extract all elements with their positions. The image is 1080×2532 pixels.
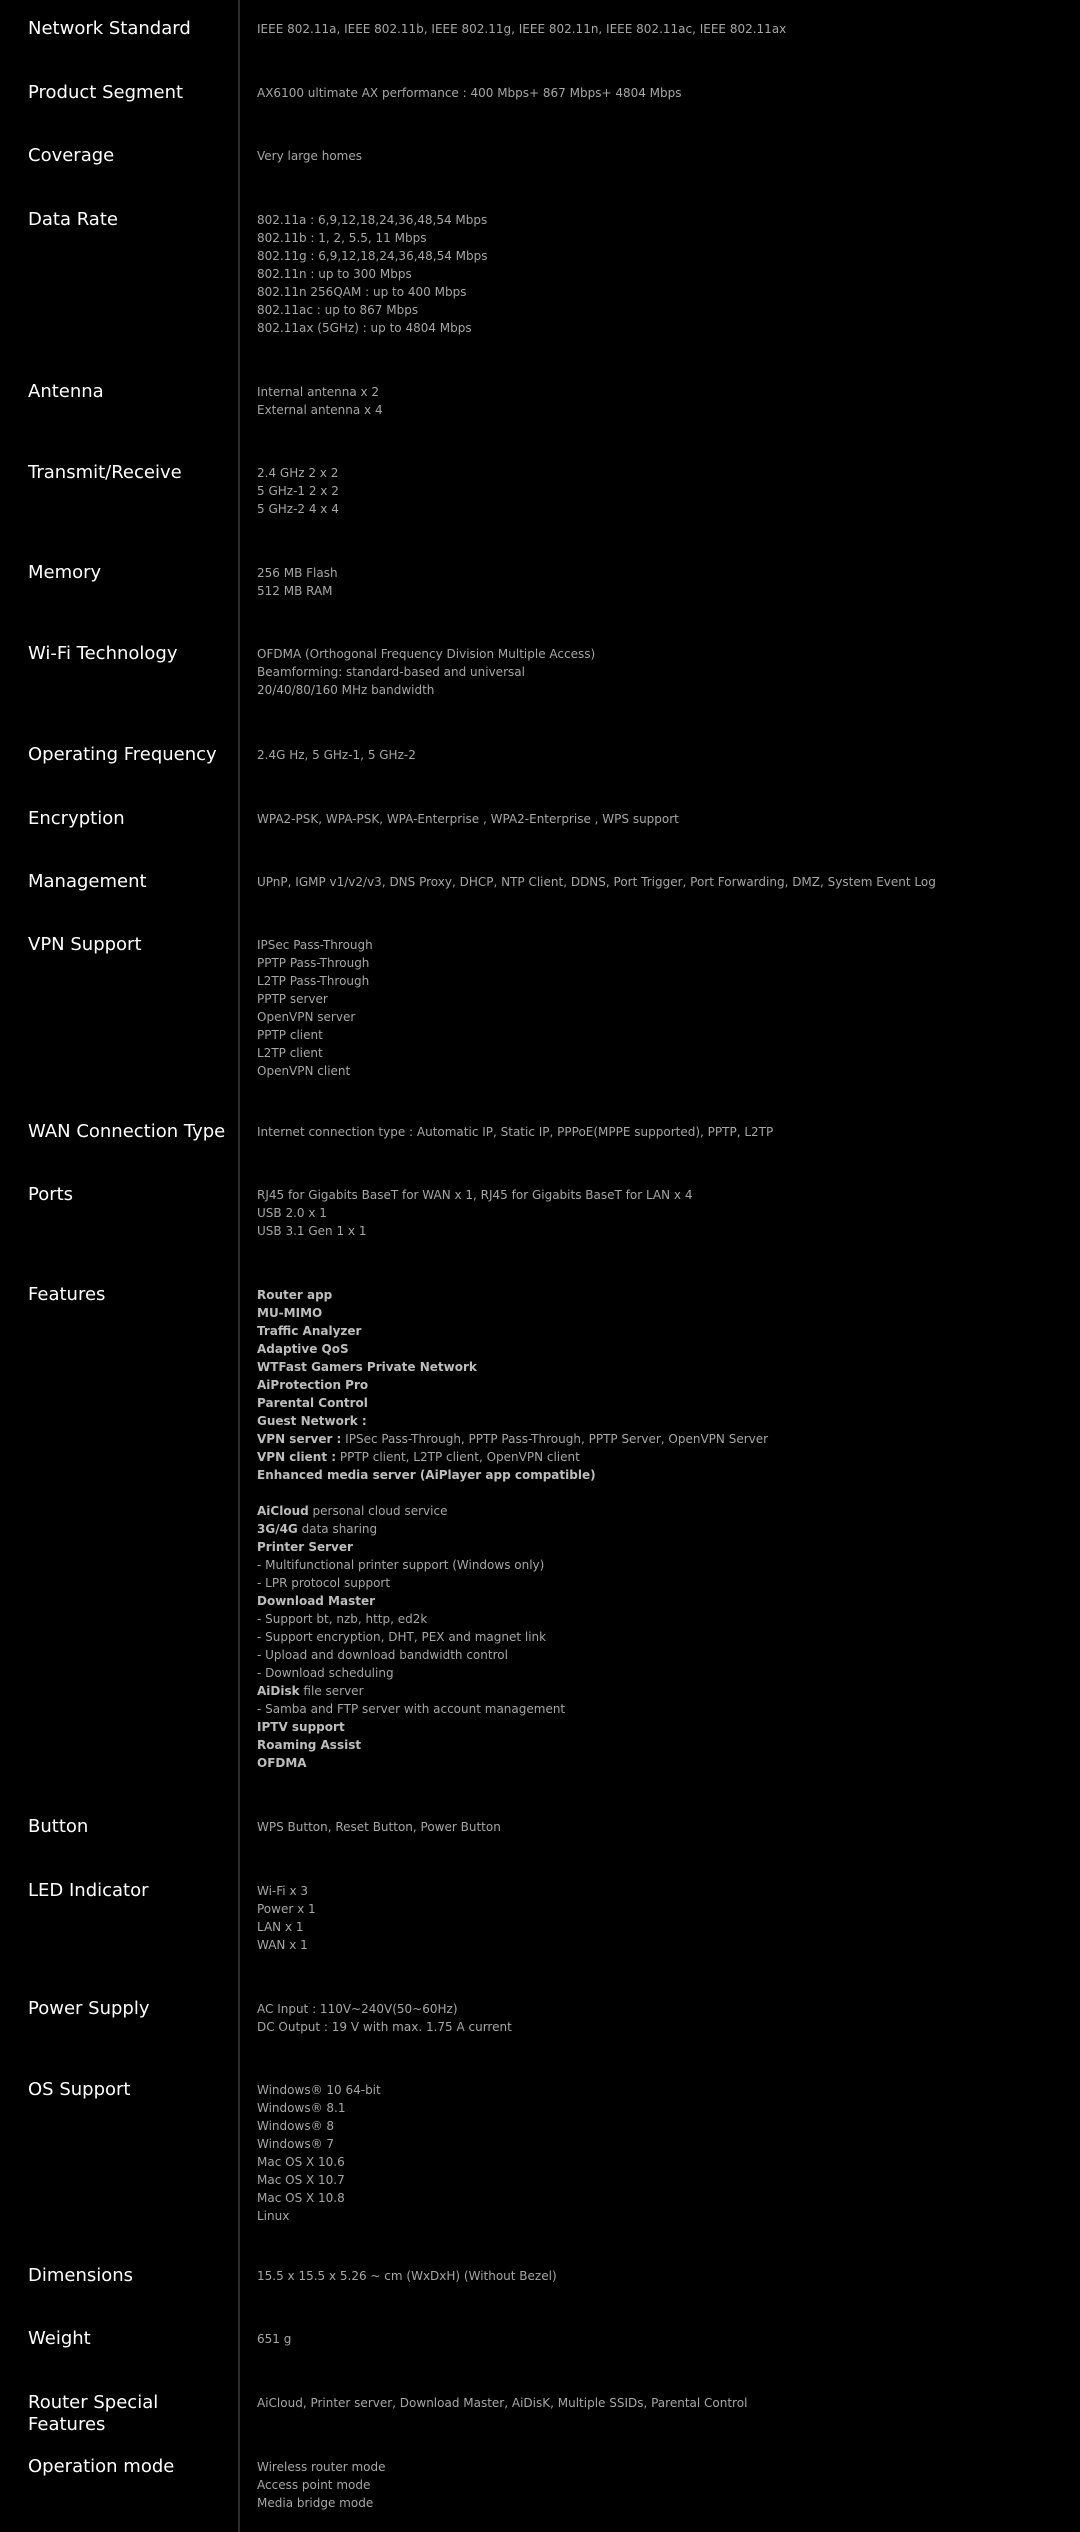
spec-value-text: OFDMA (Orthogonal Frequency Division Multiple Access): [257, 647, 596, 661]
spec-value-text: personal cloud service: [308, 1504, 448, 1518]
spec-value-bold: Router app: [257, 1288, 333, 1302]
spec-value-line: [257, 1466, 1057, 1484]
spec-value-text: AC Input : 110V~240V(50~60Hz): [257, 2002, 458, 2016]
spec-label: Management: [28, 871, 147, 892]
spec-value-line: [257, 564, 1057, 582]
spec-value-line: [257, 2099, 1057, 2117]
spec-label: Product Segment: [28, 82, 184, 103]
spec-value-text: Beamforming: standard-based and universal: [257, 665, 525, 679]
spec-value-line: [257, 972, 1057, 990]
spec-values: [257, 1818, 1057, 1836]
spec-value-text: LAN x 1: [257, 1920, 304, 1934]
spec-value-text: L2TP Pass-Through: [257, 974, 370, 988]
spec-value-line: [257, 1286, 1057, 1304]
spec-value-text: 15.5 x 15.5 x 5.26 ~ cm (WxDxH) (Without Bezel): [257, 2269, 557, 2283]
spec-label: Coverage: [28, 145, 115, 166]
spec-value-line: [257, 1376, 1057, 1394]
spec-values: [257, 2458, 1057, 2512]
spec-value-bold: AiProtection Pro: [257, 1378, 369, 1392]
spec-values: [257, 1186, 1057, 1240]
spec-value-line: [257, 301, 1057, 319]
spec-value-text: 651 g: [257, 2332, 292, 2346]
spec-value-line: [257, 1412, 1057, 1430]
spec-label: VPN Support: [28, 934, 142, 955]
spec-value-text: WPS Button, Reset Button, Power Button: [257, 1820, 501, 1834]
spec-value-line: [257, 1538, 1057, 1556]
spec-value-line: [257, 1936, 1057, 1954]
spec-value-text: OpenVPN client: [257, 1064, 351, 1078]
spec-value-line: [257, 1664, 1057, 1682]
spec-value-line: [257, 1340, 1057, 1358]
spec-value-text: External antenna x 4: [257, 403, 383, 417]
spec-label: LED Indicator: [28, 1880, 149, 1901]
spec-value-text: DC Output : 19 V with max. 1.75 A current: [257, 2020, 512, 2034]
spec-value-bold: Parental Control: [257, 1396, 368, 1410]
spec-value-line: [257, 2189, 1057, 2207]
spec-value-text: 2.4 GHz 2 x 2: [257, 466, 339, 480]
spec-value-line: [257, 663, 1057, 681]
spec-values: [257, 1882, 1057, 1954]
spec-value-line: [257, 1700, 1057, 1718]
spec-value-line: [257, 265, 1057, 283]
spec-value-text: Windows® 8.1: [257, 2101, 346, 2115]
spec-value-line: [257, 1222, 1057, 1240]
spec-label: Data Rate: [28, 209, 118, 230]
spec-values: [257, 383, 1057, 419]
spec-value-text: PPTP Pass-Through: [257, 956, 370, 970]
spec-label: Ports: [28, 1184, 74, 1205]
spec-values: [257, 1286, 1057, 1772]
spec-value-text: 802.11a : 6,9,12,18,24,36,48,54 Mbps: [257, 213, 488, 227]
spec-label: Network Standard: [28, 18, 191, 39]
spec-value-line: [257, 1358, 1057, 1376]
spec-value-text: data sharing: [297, 1522, 378, 1536]
spec-value-line: [257, 211, 1057, 229]
spec-value-text: USB 2.0 x 1: [257, 1206, 327, 1220]
spec-value-bold: Roaming Assist: [257, 1738, 362, 1752]
spec-value-text: - Support encryption, DHT, PEX and magnet link: [257, 1630, 547, 1644]
spec-value-line: [257, 147, 1057, 165]
spec-value-line: [257, 1682, 1057, 1700]
spec-value-text: USB 3.1 Gen 1 x 1: [257, 1224, 367, 1238]
spec-value-line: [257, 1044, 1057, 1062]
spec-value-bold: Traffic Analyzer: [257, 1324, 362, 1338]
spec-value-text: Windows® 10 64-bit: [257, 2083, 381, 2097]
spec-value-text: IPSec Pass-Through, PPTP Pass-Through, PPTP Server, OpenVPN Server: [341, 1432, 769, 1446]
spec-value-line: [257, 810, 1057, 828]
spec-value-text: PPTP client: [257, 1028, 323, 1042]
spec-value-bold: AiCloud: [257, 1504, 309, 1518]
spec-value-line: [257, 1204, 1057, 1222]
spec-value-line: [257, 401, 1057, 419]
spec-value-text: - LPR protocol support: [257, 1576, 391, 1590]
spec-value-bold: Printer Server: [257, 1540, 353, 1554]
spec-label: OS Support: [28, 2079, 131, 2100]
spec-values: [257, 810, 1057, 828]
spec-label: WAN Connection Type: [28, 1121, 226, 1142]
spec-value-line: [257, 247, 1057, 265]
spec-value-line: [257, 1882, 1057, 1900]
spec-value-text: 2.4G Hz, 5 GHz-1, 5 GHz-2: [257, 748, 416, 762]
spec-value-text: Windows® 8: [257, 2119, 335, 2133]
spec-value-text: Access point mode: [257, 2478, 371, 2492]
spec-value-text: IPSec Pass-Through: [257, 938, 373, 952]
spec-value-text: - Upload and download bandwidth control: [257, 1648, 508, 1662]
spec-value-line: [257, 1754, 1057, 1772]
spec-value-text: 802.11ax (5GHz) : up to 4804 Mbps: [257, 321, 472, 335]
spec-value-line: [257, 1123, 1057, 1141]
spec-values: [257, 2000, 1057, 2036]
spec-label: Router Special Features: [28, 2392, 159, 2435]
spec-value-line: [257, 1394, 1057, 1412]
spec-value-text: AX6100 ultimate AX performance : 400 Mbps+ 867 Mbps+ 4804 Mbps: [257, 86, 682, 100]
spec-value-line: [257, 1718, 1057, 1736]
spec-values: [257, 936, 1057, 1080]
spec-value-line: [257, 383, 1057, 401]
spec-value-text: file server: [299, 1684, 364, 1698]
spec-value-text: RJ45 for Gigabits BaseT for WAN x 1, RJ45 for Gigabits BaseT for LAN x 4: [257, 1188, 693, 1202]
spec-value-line: [257, 2494, 1057, 2512]
spec-value-line: [257, 1026, 1057, 1044]
spec-values: [257, 2081, 1057, 2225]
spec-label: Operation mode: [28, 2456, 175, 2477]
spec-values: [257, 211, 1057, 337]
spec-value-line: [257, 1062, 1057, 1080]
spec-values: [257, 2330, 1057, 2348]
spec-label: Power Supply: [28, 1998, 150, 2019]
spec-value-line: [257, 1646, 1057, 1664]
spec-value-text: PPTP server: [257, 992, 328, 1006]
spec-value-line: [257, 482, 1057, 500]
spec-value-bold: VPN server :: [257, 1432, 342, 1446]
spec-value-text: - Samba and FTP server with account management: [257, 1702, 566, 1716]
spec-value-bold: WTFast Gamers Private Network: [257, 1360, 477, 1374]
spec-value-line: [257, 464, 1057, 482]
spec-value-text: - Multifunctional printer support (Windows only): [257, 1558, 545, 1572]
spec-values: [257, 20, 1057, 38]
spec-value-text: WAN x 1: [257, 1938, 308, 1952]
spec-value-line: [257, 936, 1057, 954]
spec-value-text: 5 GHz-2 4 x 4: [257, 502, 339, 516]
spec-value-line: [257, 1556, 1057, 1574]
spec-value-line: [257, 990, 1057, 1008]
spec-label: Weight: [28, 2328, 91, 2349]
spec-value-line: [257, 746, 1057, 764]
spec-value-text: 256 MB Flash: [257, 566, 338, 580]
spec-value-text: 802.11n : up to 300 Mbps: [257, 267, 412, 281]
spec-value-line: [257, 84, 1057, 102]
spec-value-bold: Adaptive QoS: [257, 1342, 349, 1356]
spec-value-line: [257, 2117, 1057, 2135]
spec-value-text: 20/40/80/160 MHz bandwidth: [257, 683, 435, 697]
spec-value-text: Windows® 7: [257, 2137, 335, 2151]
spec-value-line: [257, 1574, 1057, 1592]
spec-value-line: [257, 283, 1057, 301]
spec-value-line: [257, 645, 1057, 663]
spec-value-text: Very large homes: [257, 149, 363, 163]
spec-value-text: 802.11ac : up to 867 Mbps: [257, 303, 419, 317]
spec-label: Features: [28, 1284, 106, 1305]
spec-value-bold: 3G/4G: [257, 1522, 298, 1536]
spec-value-text: Wireless router mode: [257, 2460, 386, 2474]
spec-value-text: 512 MB RAM: [257, 584, 333, 598]
spec-value-line: [257, 2394, 1057, 2412]
spec-value-line: [257, 1502, 1057, 1520]
spec-value-line: [257, 1592, 1057, 1610]
spec-values: [257, 2267, 1057, 2285]
spec-value-text: L2TP client: [257, 1046, 323, 1060]
column-divider: [238, 0, 240, 2532]
spec-value-line: [257, 1186, 1057, 1204]
spec-value-line: [257, 2153, 1057, 2171]
spec-value-line: [257, 1736, 1057, 1754]
spec-value-line: [257, 681, 1057, 699]
spec-value-line: [257, 1900, 1057, 1918]
spec-value-line: [257, 1520, 1057, 1538]
spec-value-line: [257, 1610, 1057, 1628]
spec-values: [257, 645, 1057, 699]
spec-value-bold: Enhanced media server (AiPlayer app compatible): [257, 1468, 596, 1482]
spec-value-bold: AiDisk: [257, 1684, 300, 1698]
spec-value-text: Mac OS X 10.6: [257, 2155, 345, 2169]
spec-value-line: [257, 1008, 1057, 1026]
spec-label: Memory: [28, 562, 102, 583]
spec-value-line: [257, 1448, 1057, 1466]
spec-value-text: Mac OS X 10.8: [257, 2191, 345, 2205]
spec-value-line: [257, 873, 1057, 891]
spec-value-bold: OFDMA: [257, 1756, 307, 1770]
spec-values: [257, 1123, 1057, 1141]
spec-value-bold: VPN client :: [257, 1450, 337, 1464]
spec-value-line: [257, 2476, 1057, 2494]
spec-value-line: [257, 954, 1057, 972]
spec-value-line: [257, 2330, 1057, 2348]
spec-value-text: - Download scheduling: [257, 1666, 394, 1680]
spec-values: [257, 147, 1057, 165]
spec-value-text: Media bridge mode: [257, 2496, 374, 2510]
spec-value-text: Wi-Fi x 3: [257, 1884, 308, 1898]
spec-label: Antenna: [28, 381, 104, 402]
spec-values: [257, 2394, 1057, 2412]
spec-value-line: [257, 229, 1057, 247]
spec-label: Transmit/Receive: [28, 462, 182, 483]
spec-value-line: [257, 1430, 1057, 1448]
spec-value-text: WPA2-PSK, WPA-PSK, WPA-Enterprise , WPA2-Enterprise , WPS support: [257, 812, 679, 826]
spec-value-line: [257, 1628, 1057, 1646]
spec-value-bold: Guest Network :: [257, 1414, 367, 1428]
spec-value-text: 802.11b : 1, 2, 5.5, 11 Mbps: [257, 231, 427, 245]
spec-value-line: [257, 1304, 1057, 1322]
spec-value-bold: MU-MIMO: [257, 1306, 323, 1320]
spec-value-line: [257, 2081, 1057, 2099]
spec-value-text: Power x 1: [257, 1902, 316, 1916]
spec-value-text: Internal antenna x 2: [257, 385, 380, 399]
spec-label: Operating Frequency: [28, 744, 217, 765]
spec-value-line: [257, 2018, 1057, 2036]
spec-label: Button: [28, 1816, 89, 1837]
spec-value-line: [257, 2458, 1057, 2476]
spec-values: [257, 564, 1057, 600]
spec-value-text: 802.11n 256QAM : up to 400 Mbps: [257, 285, 467, 299]
spec-value-line: [257, 1818, 1057, 1836]
spec-value-text: PPTP client, L2TP client, OpenVPN client: [336, 1450, 580, 1464]
spec-value-text: - Support bt, nzb, http, ed2k: [257, 1612, 428, 1626]
spec-value-text: AiCloud, Printer server, Download Master, AiDisK, Multiple SSIDs, Parental Control: [257, 2396, 748, 2410]
spec-label: Encryption: [28, 808, 125, 829]
spec-label: Wi-Fi Technology: [28, 643, 178, 664]
spec-value-line: [257, 582, 1057, 600]
spec-values: [257, 873, 1057, 891]
spec-value-line: [257, 1918, 1057, 1936]
spec-value-line: [257, 1484, 1057, 1502]
spec-value-line: [257, 2135, 1057, 2153]
spec-value-line: [257, 2267, 1057, 2285]
spec-value-line: [257, 2000, 1057, 2018]
spec-value-line: [257, 2207, 1057, 2225]
spec-value-text: IEEE 802.11a, IEEE 802.11b, IEEE 802.11g, IEEE 802.11n, IEEE 802.11ac, IEEE 802.11ax: [257, 22, 787, 36]
spec-value-line: [257, 20, 1057, 38]
spec-value-text: UPnP, IGMP v1/v2/v3, DNS Proxy, DHCP, NTP Client, DDNS, Port Trigger, Port Forwarding, DMZ, System Event Log: [257, 875, 936, 889]
spec-value-text: Mac OS X 10.7: [257, 2173, 345, 2187]
spec-value-text: 5 GHz-1 2 x 2: [257, 484, 339, 498]
spec-values: [257, 84, 1057, 102]
spec-values: [257, 464, 1057, 518]
spec-label: Dimensions: [28, 2265, 134, 2286]
spec-value-line: [257, 500, 1057, 518]
spec-value-text: OpenVPN server: [257, 1010, 356, 1024]
spec-value-line: [257, 2171, 1057, 2189]
spec-value-text: Linux: [257, 2209, 290, 2223]
spec-value-text: Internet connection type : Automatic IP, Static IP, PPPoE(MPPE supported), PPTP, L2TP: [257, 1125, 774, 1139]
spec-value-bold: IPTV support: [257, 1720, 345, 1734]
spec-value-text: 802.11g : 6,9,12,18,24,36,48,54 Mbps: [257, 249, 488, 263]
spec-value-line: [257, 1322, 1057, 1340]
spec-value-bold: Download Master: [257, 1594, 376, 1608]
spec-value-line: [257, 319, 1057, 337]
spec-values: [257, 746, 1057, 764]
